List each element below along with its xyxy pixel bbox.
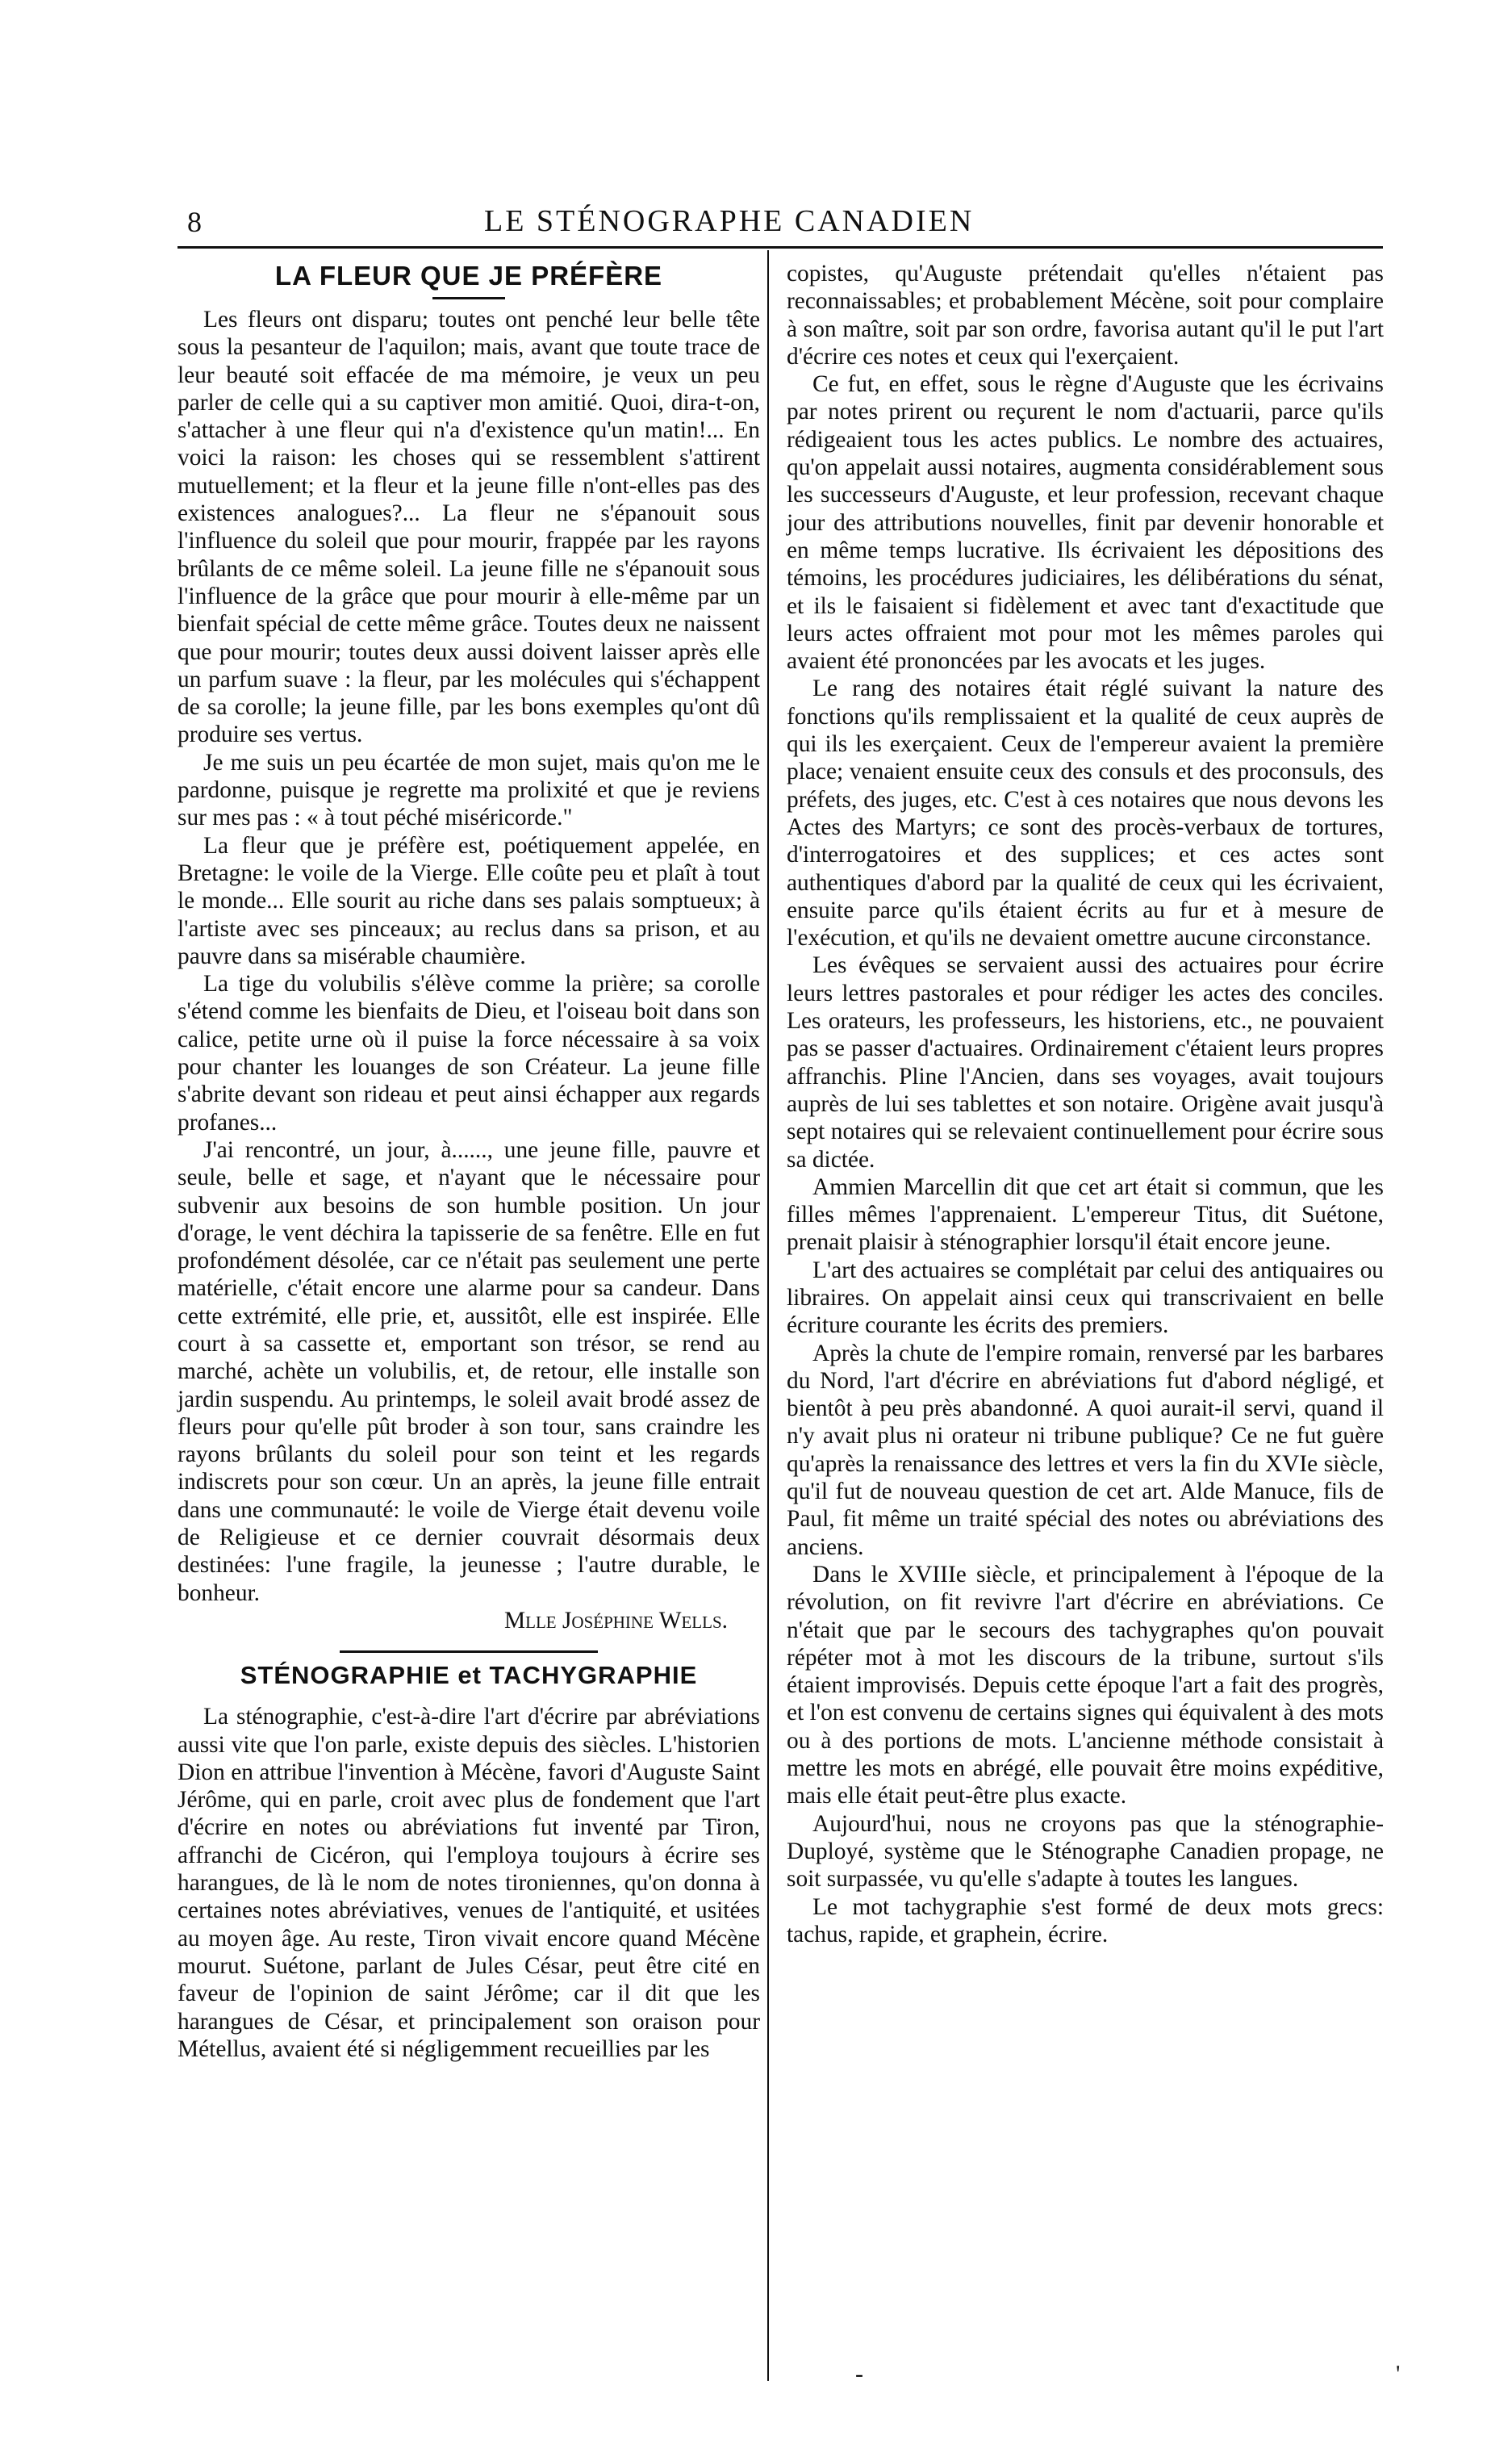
column-divider	[767, 250, 769, 2381]
paragraph: copistes, qu'Auguste prétendait qu'elles n'étaient pas reconnaissables; et probablement Mécène, soit pour complaire à son maître, soit par son ordre, favorisa autant qu'il le put l'art d'écrire ces notes et ceux qui l'exerçaient.	[787, 261, 1384, 370]
footer-mark: -	[855, 2361, 863, 2387]
article-title-fleur: LA FLEUR QUE JE PRÉFÈRE	[274, 261, 663, 291]
header-rule	[178, 246, 1383, 249]
paragraph: Le rang des notaires était réglé suivant la nature des fonctions qu'ils remplissaient et la qualité de ceux auprès de qui ils les exerçaient. Ceux de l'empereur avaient la première place; venaient ensuite ceux des consuls et des proconsuls, des préfets, des juges, etc. C'est à ces notaires que nous devons les Actes des Martyrs; ce sont des procès-verbaux de tortures, d'interrogatoires et des supplices; et ces actes sont authentiques d'abord par la qualité de ceux qui les écrivaient, ensuite parce qu'ils étaient écrits au fur et à mesure de l'exécution, et qu'ils ne devaient omettre aucune circonstance.	[787, 676, 1384, 952]
paragraph: Aujourd'hui, nous ne croyons pas que la sténographie-Duployé, système que le Sténographe Canadien propage, ne soit surpassée, vu qu'elle s'adapte à toutes les langues.	[787, 1810, 1384, 1893]
paragraph: Dans le XVIIIe siècle, et principalement à l'époque de la révolution, on fit revivre l'art d'écrire en abréviations. Ce n'était que par le secours des tachygraphes qu'on pouvait répéter mot à mot les discours de la tribune, surtout s'ils étaient improvisés. Depuis cette époque l'art a fait des progrès, et l'on est convenu de certains signes qui équivalent à des mots ou à des portions de mots. L'ancienne méthode consistait à mettre les mots en abrégé, elle pouvait être moins expéditive, mais elle était peut-être plus exacte.	[787, 1561, 1384, 1809]
paragraph: Après la chute de l'empire romain, renversé par les barbares du Nord, l'art d'écrire en abréviations fut d'abord négligé, et bientôt à peu près abandonné. A quoi aurait-il servi, quand il n'y avait plus ni orateur ni tribune publique? Ce ne fut guère qu'après la renaissance des lettres et vers la fin du XVIe siècle, qu'il fut de nouveau question de cet art. Alde Manuce, fils de Paul, fit même un traité spécial des notes ou abréviations des anciens.	[787, 1340, 1384, 1560]
section-separator	[340, 1650, 598, 1653]
article-title-stenographie: STÉNOGRAPHIE et TACHYGRAPHIE	[240, 1661, 698, 1690]
paragraph: Ammien Marcellin dit que cet art était si commun, que les filles mêmes l'apprenaient. L'empereur Titus, dit Suétone, prenait plaisir à sténographier lorsqu'il était encore jeune.	[787, 1173, 1384, 1256]
paragraph: Le mot tachygraphie s'est formé de deux mots grecs: tachus, rapide, et graphein, écrire.	[787, 1893, 1384, 1947]
signature-row	[178, 1607, 760, 1634]
running-title: LE STÉNOGRAPHE CANADIEN	[484, 204, 975, 238]
page-number: 8	[187, 206, 202, 238]
author-signature: Mlle Joséphine Wells.	[504, 1607, 728, 1634]
title-underline	[432, 297, 505, 299]
paragraph: Je me suis un peu écartée de mon sujet, mais qu'on me le pardonne, puisque je regrette ma prolixité et que je reviens sur mes pas : « à tout péché miséricorde."	[178, 749, 760, 831]
left-column	[178, 260, 760, 2063]
right-column	[787, 260, 1384, 1948]
paragraph: La tige du volubilis s'élève comme la prière; sa corolle s'étend comme les bienfaits de Dieu, et l'oiseau boit dans son calice, petite urne où il puise la force nécessaire à sa voix pour chanter les louanges de son Créateur. La jeune fille s'abrite devant son rideau et peut ainsi échapper aux regards profanes...	[178, 971, 760, 1136]
paragraph: La sténographie, c'est-à-dire l'art d'écrire par abréviations aussi vite que l'on parle, existe depuis des siècles. L'historien Dion en attribue l'invention à Mécène, favori d'Auguste Saint Jérôme, qui en parle, croit avec plus de fondement que l'art d'écrire en notes ou abréviations fut inventé par Tiron, affranchi de Cicéron, qui l'employa toujours à écrire ses harangues, de là le nom de notes tironiennes, qu'on donna à certaines notes abréviatives, venues de l'antiquité, et usitées au moyen âge. Au reste, Tiron vivait encore quand Mécène mourut. Suétone, parlant de Jules César, peut être cité en faveur de l'opinion de saint Jérôme; car il dit que les harangues de César, et principalement son oraison pour Métellus, avaient été si négligemment recueillies par les	[178, 1704, 760, 2062]
footer-mark: '	[1396, 2361, 1401, 2387]
paragraph: J'ai rencontré, un jour, à......, une jeune fille, pauvre et seule, belle et sage, et n'ayant que le nécessaire pour subvenir aux besoins de son humble position. Un jour d'orage, le vent déchira la tapisserie de sa fenêtre. Elle en fut profondément désolée, car ce n'était pas seulement une perte matérielle, c'était encore une alarme pour sa candeur. Dans cette extrémité, elle prie, et, aussitôt, elle est inspirée. Elle court à sa cassette et, emportant son trésor, se rend au marché, achète un volubilis, et, de retour, elle installe son jardin suspendu. Au printemps, le soleil avait brodé assez de fleurs pour qu'elle pût broder à son tour, sans craindre les rayons brûlants du soleil pour son teint et les regards indiscrets pour son cœur. Un an après, la jeune fille entrait dans une communauté: le voile de Vierge était devenu voile de Religieuse et ce dernier couvrait désormais deux destinées: l'une fragile, la jeunesse ; l'autre durable, le bonheur.	[178, 1136, 760, 1606]
paragraph: L'art des actuaires se complétait par celui des antiquaires ou libraires. On appelait ainsi ceux qui transcrivaient en belle écriture courante les écrits des premiers.	[787, 1257, 1384, 1339]
paragraph: Les fleurs ont disparu; toutes ont penché leur belle tête sous la pesanteur de l'aquilon; mais, avant que toute trace de leur beauté soit effacée de ma mémoire, je veux un peu parler de celle qui a su captiver mon amitié. Quoi, dira-t-on, s'attacher à une fleur qui n'a d'existence qu'un matin!... En voici la raison: les choses qui se ressemblent s'attirent mutuellement; et la fleur et la jeune fille n'ont-elles pas des existences analogues?... La fleur ne s'épanouit sous l'influence du soleil que pour mourir, frappée par les rayons brûlants de ce même soleil. La jeune fille ne s'épanouit sous l'influence de la grâce que pour mourir à elle-même par un bienfait spécial de cette même grâce. Toutes deux ne naissent que pour mourir; toutes deux aussi doivent laisser après elle un parfum suave : la fleur, par les molécules qui s'échappent de sa corolle; la jeune fille, par les bons exemples qu'ont dû produire ses vertus.	[178, 307, 760, 748]
paragraph: Les évêques se servaient aussi des actuaires pour écrire leurs lettres pastorales et pour rédiger les actes des conciles. Les orateurs, les professeurs, les historiens, etc., ne pouvaient pas se passer d'actuaires. Ordinairement c'étaient leurs propres affranchis. Pline l'Ancien, dans ses voyages, avait toujours auprès de lui ses tablettes et son notaire. Origène avait jusqu'à sept notaires qui se relevaient continuellement pour écrire sous sa dictée.	[787, 952, 1384, 1173]
paragraph: Ce fut, en effet, sous le règne d'Auguste que les écrivains par notes prirent ou reçurent le nom d'actuarii, parce qu'ils rédigeaient tous les actes publics. Le nombre des actuaires, qu'on appelait aussi notaires, augmenta considérablement sous les successeurs d'Auguste, et leur profession, recevant chaque jour des attributions nouvelles, finit par devenir honorable et en même temps lucrative. Ils écrivaient les dépositions des témoins, les procédures judiciaires, les délibérations du sénat, et ils le faisaient si fidèlement et avec tant d'exactitude que leurs actes offraient mot pour mot les mêmes paroles qui avaient été prononcées par les avocats et les juges.	[787, 371, 1384, 675]
paragraph: La fleur que je préfère est, poétiquement appelée, en Bretagne: le voile de la Vierge. Elle coûte peu et plaît à tout le monde... Elle sourit au riche dans ses palais somptueux; à l'artiste avec ses pinceaux; au reclus dans sa prison, et au pauvre dans sa misérable chaumière.	[178, 832, 760, 969]
